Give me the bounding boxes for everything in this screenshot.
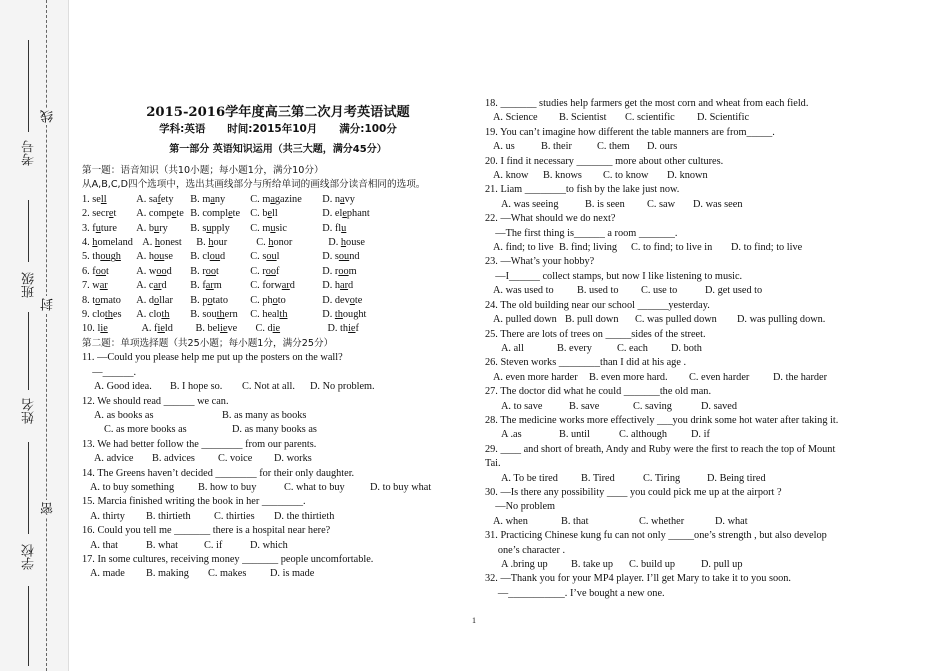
answer-options [82, 510, 474, 524]
answer-option[interactable]: B. thirtieth [146, 510, 191, 522]
answer-option[interactable]: D. the thirtieth [274, 510, 335, 522]
question-text: 27. The doctor did what he could _______the old man. [485, 386, 712, 398]
answer-option[interactable]: A. even more harder [493, 371, 578, 383]
answer-option[interactable]: A. when [493, 515, 528, 527]
option-word: D. house [328, 237, 365, 249]
phonetics-item [82, 265, 474, 279]
answer-options [485, 198, 877, 212]
section-one-title: 第一题：语音知识（共10小题；每小题1分，满分10分） [82, 165, 324, 176]
question-number: 6. [82, 265, 93, 277]
target-word: secret [92, 208, 117, 220]
answer-option[interactable]: C. thirties [214, 510, 255, 522]
phonetics-item [82, 207, 474, 221]
seal-char-mi: 密 [41, 502, 56, 515]
answer-option[interactable]: A. us [493, 141, 515, 153]
school-label: 学校 [22, 544, 37, 570]
answer-options [485, 515, 877, 529]
phonetics-item [82, 250, 474, 264]
option-word: B. supply [190, 222, 230, 234]
option-word: D. room [322, 265, 357, 277]
question-text: 31. Practicing Chinese kung fu can not only _____one’s strength , but also develop [485, 530, 827, 542]
answer-option[interactable]: D. get used to [705, 285, 763, 297]
seal-char-feng: 封 [41, 298, 56, 311]
answer-option[interactable]: D. what [715, 515, 748, 527]
answer-option[interactable]: A. to save [501, 400, 543, 412]
question-text: 11. —Could you please help me put up the posters on the wall? [82, 352, 343, 364]
option-word: D. elephant [322, 208, 370, 220]
answer-option[interactable]: B. as many as books [222, 409, 307, 421]
option-word: B. complete [190, 208, 241, 220]
answer-option[interactable]: C. whether [639, 515, 685, 527]
answer-option[interactable]: B. I hope so. [170, 381, 223, 393]
answer-options [485, 371, 877, 385]
option-word: B. southern [190, 309, 238, 321]
answer-options [485, 342, 877, 356]
answer-options [485, 558, 877, 572]
answer-option[interactable]: D. is made [270, 568, 315, 580]
question-text: 22. —What should we do next? [485, 213, 616, 225]
exam-info: 学科:英语 时间:2015年10月 满分:100分 [159, 123, 397, 135]
answer-option[interactable]: C. as more books as [104, 424, 187, 436]
option-word: D. devote [322, 294, 363, 306]
right-column [485, 97, 877, 601]
question-text: 20. I find it necessary _______ more about other cultures. [485, 155, 724, 167]
answer-option[interactable]: B. used to [577, 285, 619, 297]
answer-option[interactable]: B. knows [543, 170, 582, 182]
exam-number-label: 考号 [22, 140, 37, 166]
question-text: 30. —Is there any possibility ____ you could pick me up at the airport ? [485, 486, 782, 498]
answer-options [82, 380, 474, 394]
question-text: —No problem [485, 501, 556, 513]
class-line-a [28, 200, 29, 262]
question-number: 10. [82, 323, 98, 335]
option-word: D. navy [322, 193, 355, 205]
answer-option[interactable]: A. find; to live [493, 242, 554, 254]
answer-option[interactable]: C. even harder [689, 371, 750, 383]
page-number: 1 [472, 616, 476, 625]
option-word: B. cloud [190, 251, 226, 263]
answer-option[interactable]: B. find; living [559, 242, 618, 254]
question-text: 19. You can’t imagine how different the table manners are from_____. [485, 126, 775, 138]
phonetics-item [82, 322, 474, 336]
question-text: 28. The medicine works more effectively ___you drink some hot water after taking it. [485, 414, 839, 426]
answer-option[interactable]: D. Being tired [707, 472, 766, 484]
option-word: D. thought [322, 309, 367, 321]
option-word: D. hard [322, 280, 354, 292]
answer-options [485, 169, 877, 183]
answer-option[interactable]: A. all [501, 342, 524, 354]
class-line-b [28, 312, 29, 390]
answer-option[interactable]: C. to know [603, 170, 649, 182]
answer-options [82, 409, 474, 423]
answer-option[interactable]: C. to find; to live in [631, 242, 713, 254]
question-number: 1. [82, 193, 93, 205]
question-text: 13. We had better follow the ________ from our parents. [82, 438, 317, 450]
answer-option[interactable]: B. that [561, 515, 589, 527]
answer-option[interactable]: D. the harder [773, 371, 828, 383]
question-text: 18. _______ studies help farmers get the most corn and wheat from each field. [485, 98, 809, 109]
question-text: 16. Could you tell me _______ there is a hospital near here? [82, 525, 331, 537]
target-word: sell [92, 193, 107, 205]
target-word: homeland [92, 237, 133, 249]
left-column [82, 104, 474, 582]
question-number: 8. [82, 294, 93, 306]
phonetics-item [82, 222, 474, 236]
answer-options [485, 111, 877, 125]
question-text: —___________. I’ve bought a new one. [485, 587, 665, 599]
answer-option[interactable]: C. Tiring [643, 472, 681, 484]
section-one-instructions: 从A,B,C,D四个选项中，选出其画线部分与所给单词的画线部分读音相同的选项。 [82, 179, 426, 191]
school-line [28, 586, 29, 666]
name-label: 姓名 [22, 398, 37, 424]
answer-options [82, 423, 474, 437]
answer-option[interactable]: A .as [501, 429, 522, 441]
answer-option[interactable]: B. making [146, 568, 189, 580]
option-word: C. magazine [250, 193, 302, 205]
answer-option[interactable]: B. take up [571, 559, 614, 570]
question-text: 14. The Greens haven’t decided ________ for their only daughter. [82, 467, 355, 479]
question-text: —I______ collect stamps, but now I like listening to music. [485, 270, 743, 282]
question-text: Tai. [485, 458, 501, 470]
answer-options [82, 567, 474, 581]
answer-option[interactable]: B. is seen [585, 198, 625, 210]
answer-option[interactable]: B. Scientist [559, 112, 607, 124]
answer-option[interactable]: C. each [617, 342, 648, 354]
answer-option[interactable]: C. build up [629, 559, 676, 570]
answer-option[interactable]: C. voice [218, 453, 253, 465]
left-questions [82, 351, 474, 582]
option-word: D. sound [322, 251, 360, 263]
phonetics-item [82, 236, 474, 250]
phonetics-list [82, 193, 474, 337]
answer-option[interactable]: C. use to [641, 285, 678, 297]
question-text: 25. There are lots of trees on _____sides of the street. [485, 328, 706, 340]
question-text: one’s character . [485, 544, 566, 556]
answer-options [82, 481, 474, 495]
answer-option[interactable]: D. No problem. [310, 381, 375, 393]
answer-options [485, 241, 877, 255]
answer-option[interactable]: C. was pulled down [635, 314, 717, 326]
question-text: 23. —What’s your hobby? [485, 256, 595, 268]
answer-options [82, 539, 474, 553]
question-text: 12. We should read ______ we can. [82, 395, 229, 407]
answer-option[interactable]: B. every [557, 342, 592, 354]
answer-option[interactable]: B. what [146, 539, 179, 551]
option-word: A. dollar [136, 294, 173, 306]
answer-option[interactable]: C. saw [647, 198, 676, 210]
option-word: D. flu [322, 222, 347, 234]
answer-option[interactable]: C. although [619, 429, 668, 441]
option-word: C. die [255, 323, 281, 335]
option-word: A. field [141, 323, 173, 335]
target-word: though [92, 251, 121, 263]
option-word: A. wood [136, 265, 172, 277]
answer-option[interactable]: C. them [597, 141, 630, 153]
phonetics-item [82, 294, 474, 308]
binding-margin [0, 0, 69, 671]
option-word: B. farm [190, 280, 222, 292]
question-number: 7. [82, 280, 93, 292]
phonetics-item [82, 193, 474, 207]
phonetics-item [82, 308, 474, 322]
answer-option[interactable]: C. if [204, 539, 223, 551]
answer-options [485, 400, 877, 414]
right-questions [485, 97, 877, 601]
answer-option[interactable]: D. known [667, 170, 708, 182]
exam-title: 2015-2016学年度高三第二次月考英语试题 [146, 105, 410, 120]
answer-option[interactable]: B. pull down [565, 314, 619, 326]
target-word: clothes [92, 309, 122, 321]
question-number: 5. [82, 251, 93, 263]
answer-option[interactable]: D. as many books as [232, 424, 317, 436]
answer-options [485, 472, 877, 486]
answer-option[interactable]: B. Tired [581, 472, 615, 484]
answer-option[interactable]: D. if [691, 429, 710, 441]
answer-option[interactable]: D. was seen [693, 198, 743, 210]
option-word: A. card [136, 280, 167, 292]
option-word: B. believe [195, 323, 238, 335]
question-text: 15. Marcia finished writing the book in her ________. [82, 496, 306, 508]
question-number: 9. [82, 309, 93, 321]
answer-option[interactable]: A. made [90, 568, 125, 580]
seal-char-line: 线 [41, 110, 56, 123]
answer-option[interactable]: D. to find; to live [731, 242, 803, 254]
option-word: B. many [190, 193, 226, 205]
question-text: 21. Liam ________to fish by the lake just now. [485, 184, 680, 196]
answer-options [485, 140, 877, 154]
question-text: —The first thing is______ a room _______. [485, 227, 678, 239]
answer-option[interactable]: A. know [493, 170, 529, 182]
option-word: C. photo [250, 294, 286, 306]
answer-options [485, 284, 877, 298]
question-text: —______. [82, 366, 137, 378]
answer-option[interactable]: A. To be tired [501, 472, 558, 484]
question-text: 32. —Thank you for your MP4 player. I’ll get Mary to take it to you soon. [485, 573, 792, 585]
option-word: C. roof [250, 265, 280, 277]
answer-option[interactable]: D. works [274, 453, 312, 465]
answer-option[interactable]: C. makes [208, 568, 247, 580]
question-number: 4. [82, 237, 93, 249]
answer-option[interactable]: D. was pulling down. [737, 314, 826, 326]
option-word: D. thief [327, 323, 359, 335]
answer-option[interactable]: B. their [541, 141, 572, 153]
answer-option[interactable]: B. save [569, 400, 600, 412]
option-word: A. honest [142, 237, 182, 249]
question-text: 29. ____ and short of breath, Andy and Ruby were the first to reach the top of Mount [485, 443, 836, 455]
answer-option[interactable]: A. as books as [94, 409, 154, 421]
answer-option[interactable]: A .bring up [501, 559, 548, 570]
part-one-heading: 第一部分 英语知识运用（共三大题，满分45分） [169, 144, 387, 155]
answer-option[interactable]: D. both [671, 342, 702, 354]
answer-option[interactable]: A. that [90, 539, 119, 551]
binding-cut-line [46, 0, 47, 671]
answer-option[interactable]: C. Not at all. [242, 381, 295, 393]
option-word: C. health [250, 309, 288, 321]
answer-option[interactable]: D. saved [701, 400, 738, 412]
answer-option[interactable]: A. advice [94, 453, 134, 465]
answer-option[interactable]: D. Scientific [697, 112, 750, 124]
question-text: 26. Steven works ________than I did at his age . [485, 357, 687, 369]
target-word: future [92, 222, 117, 234]
answer-options [485, 313, 877, 327]
answer-option[interactable]: B. how to buy [198, 481, 257, 493]
option-word: C. bell [250, 208, 278, 220]
answer-option[interactable]: B. until [559, 429, 590, 441]
answer-option[interactable]: A. pulled down [493, 314, 557, 326]
target-word: lie [97, 323, 108, 335]
question-number: 2. [82, 208, 93, 220]
section-two-title: 第二题：单项选择题（共25小题；每小题1分，满分25分） [82, 337, 334, 349]
class-label: 班级 [22, 272, 37, 298]
answer-option[interactable]: A. thirty [90, 510, 125, 522]
answer-option[interactable]: D. pull up [701, 559, 743, 570]
answer-option[interactable]: C. saving [633, 400, 672, 412]
answer-option[interactable]: D. which [250, 539, 288, 551]
answer-option[interactable]: C. what to buy [284, 481, 345, 493]
answer-options [82, 452, 474, 466]
option-word: C. honor [256, 237, 293, 249]
answer-option[interactable]: A. to buy something [90, 481, 175, 493]
option-word: B. potato [190, 294, 229, 306]
answer-option[interactable]: D. ours [647, 141, 678, 153]
name-line [28, 442, 29, 534]
question-number: 3. [82, 222, 93, 234]
option-word: C. forward [250, 280, 295, 292]
option-word: A. compete [136, 208, 184, 220]
option-word: A. cloth [136, 309, 170, 321]
option-word: C. music [250, 222, 287, 234]
option-word: B. root [190, 265, 219, 277]
phonetics-item [82, 279, 474, 293]
option-word: C. soul [250, 251, 280, 263]
answer-option[interactable]: B. advices [152, 453, 195, 465]
answer-option[interactable]: A. Good idea. [94, 381, 152, 393]
target-word: foot [92, 265, 109, 277]
answer-option[interactable]: A. was seeing [501, 198, 559, 210]
answer-options [485, 428, 877, 442]
option-word: A. house [136, 251, 173, 263]
target-word: tomato [92, 294, 121, 306]
exam-number-line [28, 40, 29, 132]
option-word: A. safety [136, 193, 174, 205]
answer-option[interactable]: C. scientific [625, 112, 675, 124]
option-word: B. hour [196, 237, 228, 249]
answer-option[interactable]: B. even more hard. [589, 371, 668, 383]
answer-option[interactable]: D. to buy what [370, 481, 432, 493]
answer-option[interactable]: A. Science [493, 112, 538, 124]
question-text: 17. In some cultures, receiving money _______ people uncomfortable. [82, 553, 374, 565]
target-word: war [92, 280, 108, 292]
question-text: 24. The old building near our school ______yesterday. [485, 299, 710, 311]
option-word: A. bury [136, 222, 168, 234]
answer-option[interactable]: A. was used to [493, 285, 554, 297]
